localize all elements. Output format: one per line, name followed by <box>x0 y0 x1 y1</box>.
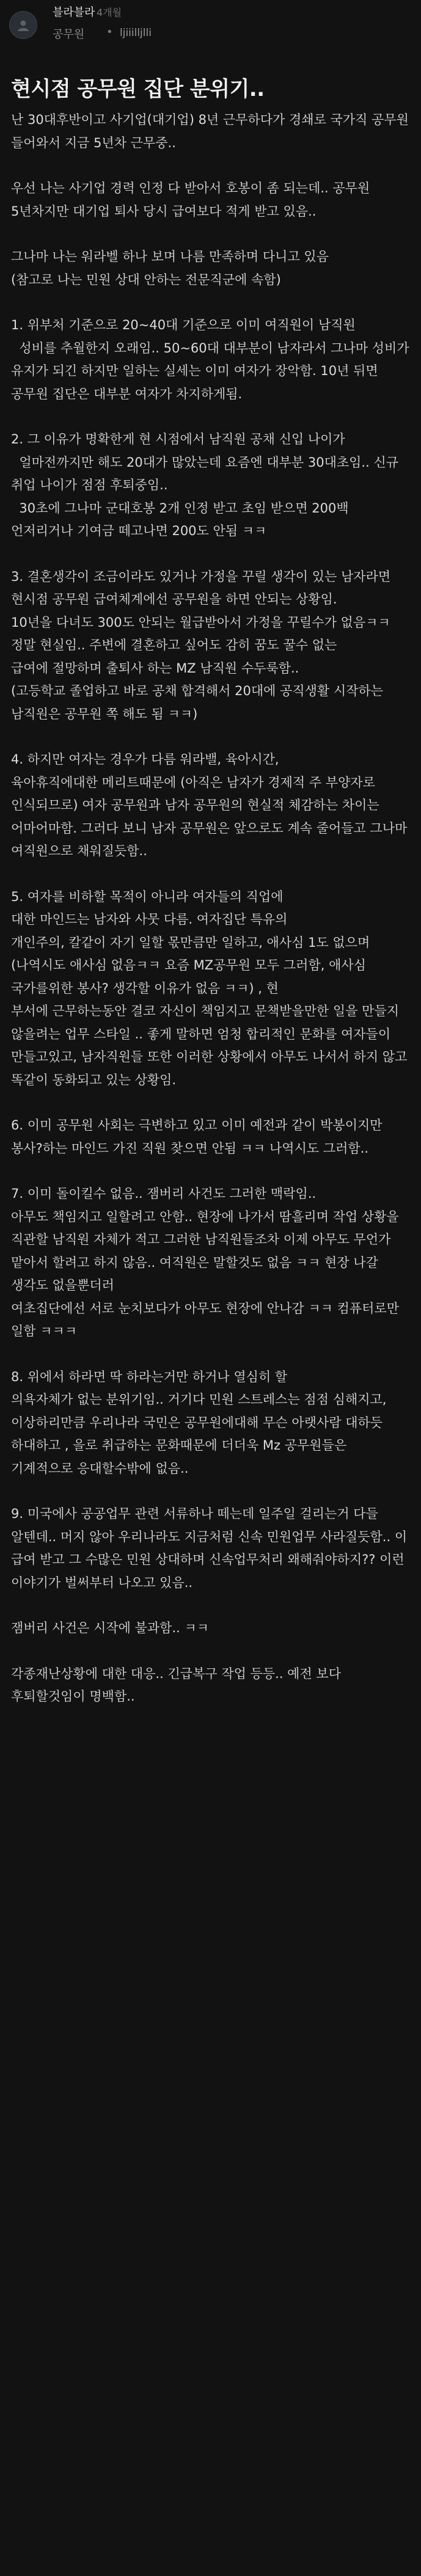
post-paragraph: 2. 그 이유가 명확한게 현 시점에서 남직원 공채 신입 나이가 얼마전까지만 해도 20대가 많았는데 요즘엔 대부분 30대초임.. 신규 취업 나이가 점점 후퇴중임.. 30초에 그나마 군대호봉 2개 인정 받고 초임 받으면 200백 언저리거나 기여금 떼고나면 200도 안됨 ㅋㅋ <box>11 432 399 538</box>
post-paragraph: 우선 나는 사기업 경력 인정 다 받아서 호봉이 좀 되는데.. 공무원 5년차지만 대기업 퇴사 당시 급여보다 적게 받고 있음.. <box>11 181 374 219</box>
post-header <box>0 0 421 59</box>
post-paragraph: 3. 결혼생각이 조금이라도 있거나 가정을 꾸릴 생각이 있는 남자라면 현시점 공무원 급여체계에선 공무원을 하면 안되는 상황임. 10년을 다녀도 300도 안되는 월급받아서 가정을 꾸릴수가 없음ㅋㅋ 정말 현실임.. 주변에 결혼하고 싶어도 감히 꿈도 꿀수 없는 급여에 절망하며 출퇴사 하는 MZ 남직원 수두룩함.. (고등학교 졸업하고 바로 공채 합격해서 20대에 공직생활 시작하는 남직원은 공무원 쪽 해도 됨 ㅋㅋ) <box>11 569 391 721</box>
separator-dot: • <box>106 26 113 38</box>
post-paragraph: 8. 위에서 하라면 딱 하라는거만 하거나 열심히 할 의욕자체가 없는 분위기임.. 거기다 민원 스트레스는 점점 심해지고, 이상하리만큼 우리나라 국민은 공무원에대해 무슨 아랫사람 대하듯 하대하고 , 을로 취급하는 문화때문에 더더욱 Mz 공무원들은 기계적으로 응대할수밖에 없음.. <box>11 1369 387 1476</box>
post-paragraph: 5. 여자를 비하할 목적이 아니라 여자들의 직업에 대한 마인드는 남자와 사뭇 다름. 여자집단 특유의 개인주의, 칼같이 자기 일할 몫만큼만 일하고, 애사심 1도 없으며(나역시도 애사심 없음ㅋㅋ 요즘 MZ공무원 모두 그러함, 애사심 국가를위한 봉사? 생각할 이유가 없음 ㅋㅋ) , 현 부서에 근무하는동안 결코 자신이 책임지고 문책받을만한 일을 만들지 않을려는 업무 스타일 .. 좋게 말하면 엄청 합리적인 문화를 여자들이 만들고있고, 남자직원들 또한 이러한 상황에서 아무도 나서서 하지 않고 똑같이 동화되고 있는 상황임. <box>11 889 408 1087</box>
post-paragraph: 1. 위부처 기준으로 20~40대 기준으로 이미 여직원이 남직원 성비를 추월한지 오래임.. 50~60대 대부분이 남자라서 그나마 성비가 유지가 되긴 하지만 일하는 실세는 이미 여자가 장악함. 10년 뒤면 공무원 집단은 대부분 여자가 차지하게됨. <box>11 318 409 401</box>
author-sublabel: ljiiilljlli <box>120 27 152 39</box>
post-time: 4개월 <box>97 7 122 18</box>
post-paragraph: 4. 하지만 여자는 경우가 다름 워라밸, 육아시간, 육아휴직에대한 메리트때문에 (아직은 남자가 경제적 주 부양자로 인식되므로) 여자 공무원과 남자 공무원의 현실적 체감하는 차이는 어마어마함. 그러다 보니 남자 공무원은 앞으로도 계속 줄어들고 그나마 여직원으로 채워질듯함.. <box>11 752 408 858</box>
post-paragraph: 잼버리 사건은 시작에 불과함.. ㅋㅋ <box>11 1621 210 1635</box>
post-paragraph: 6. 이미 공무원 사회는 극변하고 있고 이미 예전과 같이 박봉이지만 봉사?하는 마인드 가진 직원 찾으면 안됨 ㅋㅋ 나역시도 그러함.. <box>11 1118 387 1156</box>
post-paragraph: 9. 미국에사 공공업무 관련 서류하나 떼는데 일주일 걸리는거 다들 알텐데.. 머지 않아 우리나라도 지금처럼 신속 민원업무 사라질듯함.. 이 급여 받고 그 수많은 민원 상대하며 신속업무처리 왜해줘야하지?? 이런 이야기가 벌써부터 나오고 있음.. <box>11 1506 411 1590</box>
author-category: 공무원 <box>53 28 85 41</box>
post-title: 현시점 공무원 집단 분위기.. <box>11 77 265 101</box>
author-name[interactable]: 블라블라 <box>53 6 95 19</box>
post-paragraph: 7. 이미 돌이킬수 없음.. 잼버리 사건도 그러한 맥락임.. 아무도 책임지고 일할려고 안함.. 현장에 나가서 땀흘리며 작업 상황을 직관할 남직원 자체가 적고 그러한 남직원들조차 이제 아무도 무언가 맡아서 할려고 하지 않음.. 여직원은 말할것도 없음 ㅋㅋ 현장 나갈 생각도 없을뿐더러 여초집단에선 서로 눈치보다가 아무도 현장에 안나감 ㅋㅋ 컴퓨터로만 일함 ㅋㅋㅋ <box>11 1186 400 1338</box>
avatar[interactable] <box>9 11 37 39</box>
post-paragraph: 각종재난상황에 대한 대응.. 긴급복구 작업 등등.. 예전 보다 후퇴할것임이 명백함.. <box>11 1666 345 1704</box>
post-body <box>11 109 411 1709</box>
post-paragraph: 그나마 나는 워라벨 하나 보며 나름 만족하며 다니고 있음 (참고로 나는 민원 상대 안하는 전문직군에 속함) <box>11 249 329 287</box>
user-icon <box>16 18 30 32</box>
post-paragraph: 난 30대후반이고 사기업(대기업) 8년 근무하다가 경쇄로 국가직 공무원 들어와서 지금 5년차 근무중.. <box>11 112 413 150</box>
